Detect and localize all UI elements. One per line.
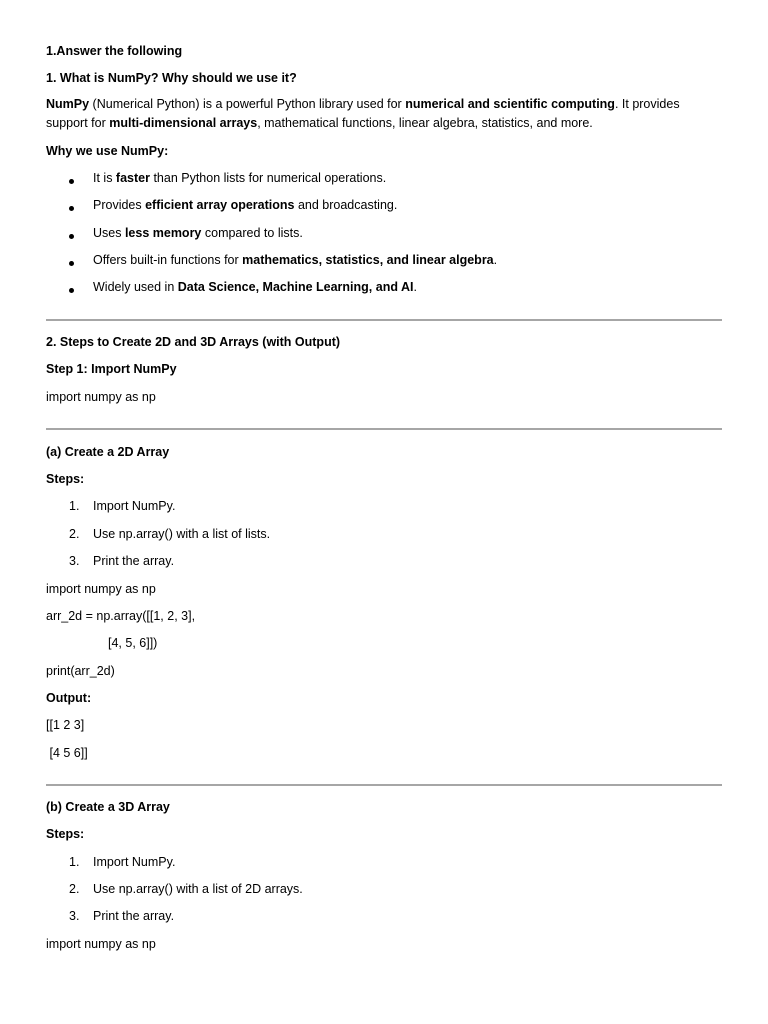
bullet-text: and broadcasting. xyxy=(294,198,398,212)
step-number: 3. xyxy=(69,909,80,923)
output-line: [[1 2 3] xyxy=(46,718,85,732)
code-line: arr_2d = np.array([[1, 2, 3], xyxy=(46,609,196,623)
code-line: import numpy as np xyxy=(46,390,156,404)
bullet-marker xyxy=(69,174,74,187)
intro-bold-2: multi-dimensional arrays xyxy=(109,116,258,130)
bullet-item xyxy=(93,172,386,185)
numpy-term: NumPy xyxy=(46,97,90,111)
bullet-bold: efficient array operations xyxy=(145,198,295,212)
bullet-text: It is xyxy=(93,171,116,185)
step-text: Use np.array() with a list of lists. xyxy=(93,527,271,541)
bullet-item xyxy=(93,199,397,212)
why-title: Why we use NumPy: xyxy=(46,144,169,158)
bullet-item xyxy=(93,254,497,267)
bullet-item xyxy=(93,227,303,240)
step-number: 3. xyxy=(69,554,80,568)
numpy-intro-paragraph xyxy=(46,95,706,133)
step-1-title: Step 1: Import NumPy xyxy=(46,362,177,376)
code-line: import numpy as np xyxy=(46,937,156,951)
step-text: Import NumPy. xyxy=(93,499,176,513)
code-line: print(arr_2d) xyxy=(46,664,115,678)
step-text: Use np.array() with a list of 2D arrays. xyxy=(93,882,303,896)
question-1-title: 1. What is NumPy? Why should we use it? xyxy=(46,71,297,85)
horizontal-rule xyxy=(46,319,722,321)
bullet-bold: mathematics, statistics, and linear algebra xyxy=(242,253,494,267)
step-number: 1. xyxy=(69,855,80,869)
step-number: 2. xyxy=(69,882,80,896)
bullet-marker xyxy=(69,229,74,242)
step-text: Print the array. xyxy=(93,909,175,923)
step-text: Import NumPy. xyxy=(93,855,176,869)
output-label: Output: xyxy=(46,691,92,705)
bullet-bold: Data Science, Machine Learning, and AI xyxy=(177,280,414,294)
step-number: 1. xyxy=(69,499,80,513)
code-line: import numpy as np xyxy=(46,582,156,596)
question-2-title: 2. Steps to Create 2D and 3D Arrays (with Output) xyxy=(46,335,341,349)
bullet-bold: less memory xyxy=(124,226,202,240)
part-a-title: (a) Create a 2D Array xyxy=(46,445,170,459)
bullet-text: Offers built-in functions for xyxy=(93,253,243,267)
bullet-text: . xyxy=(493,253,498,267)
intro-bold-1: numerical and scientific computing xyxy=(405,97,615,111)
bullet-text: Uses xyxy=(93,226,125,240)
steps-label: Steps: xyxy=(46,827,85,841)
bullet-marker xyxy=(69,256,74,269)
bullet-marker xyxy=(69,283,74,296)
horizontal-rule xyxy=(46,784,722,786)
bullet-text: Widely used in xyxy=(93,280,178,294)
part-b-title: (b) Create a 3D Array xyxy=(46,800,170,814)
horizontal-rule xyxy=(46,428,722,430)
intro-text-1: (Numerical Python) is a powerful Python library used for xyxy=(89,97,406,111)
bullet-text: . xyxy=(413,280,417,294)
intro-text-2: . It provides support for xyxy=(46,97,680,130)
bullet-marker xyxy=(69,201,74,214)
output-line: [4 5 6]] xyxy=(46,746,88,760)
bullet-bold: faster xyxy=(115,171,150,185)
code-line: [4, 5, 6]]) xyxy=(108,636,158,650)
section-heading: 1.Answer the following xyxy=(46,44,183,58)
intro-text-3: , mathematical functions, linear algebra, statistics, and more. xyxy=(257,116,593,130)
bullet-item xyxy=(93,281,417,294)
bullet-text: than Python lists for numerical operations. xyxy=(149,171,387,185)
step-text: Print the array. xyxy=(93,554,175,568)
bullet-text: Provides xyxy=(93,198,146,212)
bullet-text: compared to lists. xyxy=(201,226,303,240)
steps-label: Steps: xyxy=(46,472,85,486)
step-number: 2. xyxy=(69,527,80,541)
